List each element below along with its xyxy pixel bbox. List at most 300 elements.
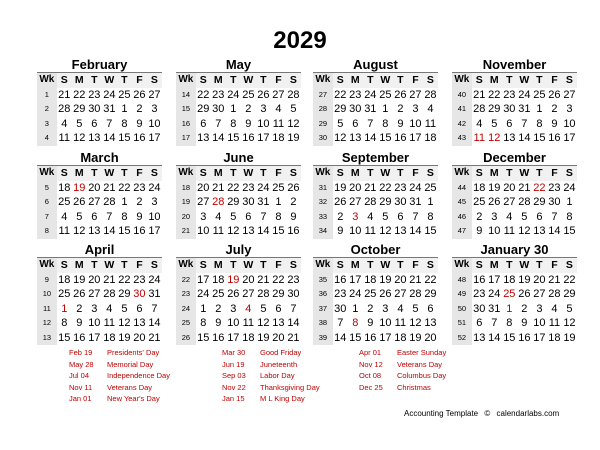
holiday-entry xyxy=(69,359,170,371)
day-cell: 17 xyxy=(227,331,240,344)
day-cell: 26 xyxy=(133,88,146,101)
day-cell: 19 xyxy=(488,181,501,194)
day-cell: 9 xyxy=(245,117,252,130)
week-number: 21 xyxy=(176,224,196,239)
weekday-header: M xyxy=(487,258,502,273)
day-cell: 26 xyxy=(73,288,86,300)
day-cell: 25 xyxy=(379,88,392,101)
holiday-day-cell: 1 xyxy=(61,302,68,315)
weekday-header: S xyxy=(286,166,301,181)
weekday-header: M xyxy=(348,73,363,88)
week-number: 4 xyxy=(37,131,57,146)
day-cell: 12 xyxy=(227,225,240,237)
week-number: 15 xyxy=(176,102,196,117)
day-cell: 5 xyxy=(382,210,389,223)
day-cell: 25 xyxy=(212,288,225,300)
holiday-date: Jan 15 xyxy=(222,394,245,404)
weekday-header: F xyxy=(132,73,147,88)
week-number: 6 xyxy=(37,195,57,210)
week-number: 47 xyxy=(452,224,472,239)
day-cell: 5 xyxy=(260,302,267,315)
week-row xyxy=(176,302,301,317)
holiday-day-cell: 12 xyxy=(488,132,501,144)
month-block xyxy=(452,150,577,239)
day-cell: 13 xyxy=(349,132,362,144)
holiday-name: Good Friday xyxy=(260,348,302,357)
month-block xyxy=(37,150,162,239)
day-cell: 16 xyxy=(133,225,146,237)
weekday-header: F xyxy=(547,258,562,273)
holiday-day-cell: 3 xyxy=(352,210,359,223)
week-row xyxy=(313,331,438,346)
day-cell: 8 xyxy=(121,117,128,130)
week-number: 50 xyxy=(452,302,472,317)
day-cell: 29 xyxy=(334,103,347,115)
week-number-header: Wk xyxy=(176,258,196,273)
day-cell: 28 xyxy=(287,88,300,101)
day-cell: 12 xyxy=(287,117,300,130)
day-cell: 11 xyxy=(212,225,224,237)
day-cell: 20 xyxy=(197,181,210,194)
day-cell: 30 xyxy=(349,103,362,115)
weekday-header: T xyxy=(87,73,102,88)
day-cell: 1 xyxy=(121,103,128,115)
weekday-header: F xyxy=(132,166,147,181)
day-cell: 4 xyxy=(551,302,558,315)
day-cell: 2 xyxy=(136,103,143,115)
day-cell: 11 xyxy=(364,225,377,237)
weekday-header: S xyxy=(286,258,301,273)
week-number: 9 xyxy=(37,273,57,288)
day-cell: 13 xyxy=(197,132,210,144)
day-cell: 14 xyxy=(364,132,377,144)
day-cell: 28 xyxy=(473,103,486,115)
day-cell: 20 xyxy=(272,331,285,344)
month-name: February xyxy=(37,57,162,73)
weekday-header: M xyxy=(348,258,363,273)
day-cell: 10 xyxy=(409,117,422,130)
day-cell: 31 xyxy=(518,103,531,115)
day-cell: 2 xyxy=(367,302,374,315)
weekday-header: T xyxy=(363,73,378,88)
day-cell: 30 xyxy=(287,288,300,300)
week-row xyxy=(37,181,162,196)
day-cell: 24 xyxy=(364,88,377,101)
week-row xyxy=(452,102,577,117)
month-name: August xyxy=(313,57,438,73)
holiday-entry xyxy=(222,347,320,359)
holiday-date: Jun 19 xyxy=(222,359,245,369)
day-cell: 12 xyxy=(257,317,270,329)
day-cell: 13 xyxy=(503,132,516,144)
day-cell: 22 xyxy=(118,273,131,286)
day-cell: 1 xyxy=(121,196,128,208)
week-number-header: Wk xyxy=(452,73,472,88)
day-cell: 5 xyxy=(230,210,237,223)
day-cell: 19 xyxy=(409,331,422,344)
week-row xyxy=(37,273,162,288)
day-cell: 20 xyxy=(88,181,101,194)
day-cell: 15 xyxy=(533,132,546,144)
weekday-header: S xyxy=(472,166,487,181)
week-number: 18 xyxy=(176,181,196,196)
day-cell: 3 xyxy=(412,103,419,115)
day-cell: 21 xyxy=(548,273,561,286)
weekday-header: M xyxy=(72,73,87,88)
day-cell: 31 xyxy=(364,103,377,115)
holiday-name: Independence Day xyxy=(107,371,170,381)
holiday-name: Easter Sunday xyxy=(397,348,447,357)
month-name: September xyxy=(313,150,438,166)
weekday-header: F xyxy=(271,166,286,181)
day-cell: 13 xyxy=(242,225,255,237)
month-block xyxy=(37,242,162,345)
day-cell: 16 xyxy=(73,331,86,344)
day-cell: 22 xyxy=(334,88,347,101)
day-cell: 6 xyxy=(427,302,434,315)
weekday-header: F xyxy=(408,258,423,273)
day-cell: 6 xyxy=(476,317,483,329)
holiday-name: M L King Day xyxy=(260,394,305,404)
weekday-header: F xyxy=(132,258,147,273)
day-cell: 2 xyxy=(551,103,558,115)
day-cell: 18 xyxy=(473,181,486,194)
week-row xyxy=(176,287,301,302)
day-cell: 29 xyxy=(379,196,392,208)
day-cell: 19 xyxy=(257,331,270,344)
weekday-header: S xyxy=(286,73,301,88)
day-cell: 16 xyxy=(548,132,561,144)
day-cell: 4 xyxy=(397,302,404,315)
day-cell: 6 xyxy=(536,210,543,223)
weekday-header-row xyxy=(452,258,577,273)
day-cell: 28 xyxy=(518,196,531,208)
day-cell: 27 xyxy=(503,196,516,208)
holiday-entry xyxy=(222,370,320,382)
day-cell: 8 xyxy=(427,210,434,223)
holiday-name: Thanksgiving Day xyxy=(260,382,320,392)
day-cell: 25 xyxy=(424,181,437,194)
holiday-day-cell: 1 xyxy=(506,302,513,315)
day-cell: 9 xyxy=(136,117,143,130)
day-cell: 10 xyxy=(88,317,101,329)
day-cell: 29 xyxy=(118,288,131,300)
day-cell: 4 xyxy=(106,302,113,315)
weekday-header: M xyxy=(487,73,502,88)
week-row xyxy=(313,302,438,317)
day-cell: 15 xyxy=(197,331,210,344)
day-cell: 24 xyxy=(518,88,531,101)
day-cell: 26 xyxy=(379,288,392,300)
day-cell: 25 xyxy=(58,288,71,300)
day-cell: 26 xyxy=(227,288,240,300)
weekday-header: S xyxy=(147,166,162,181)
weekday-header: M xyxy=(348,166,363,181)
week-number-header: Wk xyxy=(37,166,57,181)
day-cell: 21 xyxy=(58,88,71,101)
day-cell: 29 xyxy=(73,103,86,115)
weekday-header: W xyxy=(102,73,117,88)
day-cell: 29 xyxy=(563,288,576,300)
weekday-header: M xyxy=(72,166,87,181)
day-cell: 6 xyxy=(397,210,404,223)
day-cell: 12 xyxy=(409,317,422,329)
holiday-date: Oct 08 xyxy=(359,371,382,381)
week-number-header: Wk xyxy=(313,258,333,273)
weekday-header: T xyxy=(117,73,132,88)
day-cell: 30 xyxy=(394,196,407,208)
day-cell: 26 xyxy=(518,288,531,300)
week-number-header: Wk xyxy=(313,166,333,181)
day-cell: 24 xyxy=(227,88,240,101)
day-cell: 14 xyxy=(409,225,422,237)
day-cell: 22 xyxy=(73,88,86,101)
day-cell: 16 xyxy=(394,132,407,144)
day-cell: 2 xyxy=(245,103,252,115)
month-name: July xyxy=(176,242,301,258)
day-cell: 7 xyxy=(491,317,498,329)
weekday-header-row xyxy=(313,166,438,181)
day-cell: 22 xyxy=(227,181,240,194)
day-cell: 7 xyxy=(551,210,558,223)
day-cell: 19 xyxy=(563,331,576,344)
weekday-header: S xyxy=(472,73,487,88)
weekday-header: T xyxy=(117,258,132,273)
day-cell: 1 xyxy=(200,302,207,315)
day-cell: 25 xyxy=(473,196,486,208)
weekday-header: F xyxy=(271,73,286,88)
week-number: 30 xyxy=(313,131,333,146)
day-cell: 1 xyxy=(427,196,434,208)
holiday-column xyxy=(222,347,320,405)
day-cell: 1 xyxy=(230,103,237,115)
week-number: 33 xyxy=(313,210,333,225)
weekday-header: T xyxy=(87,258,102,273)
month-name: November xyxy=(452,57,577,73)
month-name: January 30 xyxy=(452,242,577,258)
day-cell: 5 xyxy=(76,117,83,130)
day-cell: 8 xyxy=(382,117,389,130)
month-name: December xyxy=(452,150,577,166)
day-cell: 5 xyxy=(337,117,344,130)
month-name: May xyxy=(176,57,301,73)
week-row xyxy=(452,181,577,196)
day-cell: 14 xyxy=(212,132,225,144)
day-cell: 19 xyxy=(518,273,531,286)
day-cell: 14 xyxy=(103,132,116,144)
day-cell: 7 xyxy=(106,117,113,130)
day-cell: 22 xyxy=(197,88,210,101)
day-cell: 4 xyxy=(476,117,483,130)
day-cell: 5 xyxy=(566,302,573,315)
day-cell: 22 xyxy=(488,88,501,101)
week-number: 20 xyxy=(176,210,196,225)
holiday-day-cell: 30 xyxy=(133,288,146,300)
holiday-column xyxy=(69,347,170,405)
day-cell: 11 xyxy=(103,317,116,329)
month-block xyxy=(452,242,577,345)
day-cell: 25 xyxy=(242,88,255,101)
weekday-header: W xyxy=(517,73,532,88)
day-cell: 10 xyxy=(148,210,161,223)
day-cell: 5 xyxy=(521,210,528,223)
day-cell: 27 xyxy=(409,88,422,101)
week-number: 37 xyxy=(313,302,333,317)
day-cell: 29 xyxy=(227,196,240,208)
day-cell: 31 xyxy=(103,103,116,115)
weekday-header: S xyxy=(333,73,348,88)
day-cell: 22 xyxy=(563,273,576,286)
day-cell: 27 xyxy=(88,288,101,300)
holiday-name: Veterans Day xyxy=(397,359,443,369)
day-cell: 18 xyxy=(424,132,437,144)
weekday-header: S xyxy=(57,258,72,273)
footer-site-link[interactable]: calendarlabs.com xyxy=(496,409,560,418)
day-cell: 6 xyxy=(91,210,98,223)
day-cell: 27 xyxy=(533,288,546,300)
day-cell: 21 xyxy=(518,181,531,194)
weekday-header: M xyxy=(211,73,226,88)
day-cell: 14 xyxy=(488,331,501,344)
week-number: 28 xyxy=(313,102,333,117)
day-cell: 17 xyxy=(488,273,501,286)
day-cell: 17 xyxy=(563,132,576,144)
day-cell: 28 xyxy=(58,103,71,115)
week-row xyxy=(37,117,162,132)
day-cell: 22 xyxy=(424,273,437,286)
day-cell: 28 xyxy=(548,288,561,300)
week-row xyxy=(176,316,301,331)
day-cell: 1 xyxy=(275,196,282,208)
weekday-header: S xyxy=(333,166,348,181)
holiday-entry xyxy=(359,370,446,382)
day-cell: 31 xyxy=(409,196,422,208)
week-row xyxy=(176,117,301,132)
day-cell: 24 xyxy=(257,181,270,194)
day-cell: 2 xyxy=(476,210,483,223)
week-number-header: Wk xyxy=(37,258,57,273)
holiday-name: Columbus Day xyxy=(397,371,447,381)
day-cell: 1 xyxy=(382,103,389,115)
day-cell: 24 xyxy=(488,288,501,300)
day-cell: 29 xyxy=(272,288,285,300)
day-cell: 2 xyxy=(290,196,297,208)
day-cell: 22 xyxy=(118,181,131,194)
day-cell: 9 xyxy=(367,317,374,329)
day-cell: 4 xyxy=(215,210,222,223)
day-cell: 15 xyxy=(227,132,240,144)
day-cell: 20 xyxy=(88,273,101,286)
day-cell: 4 xyxy=(61,117,68,130)
day-cell: 5 xyxy=(121,302,128,315)
week-row xyxy=(452,273,577,288)
day-cell: 27 xyxy=(563,88,576,101)
month-block xyxy=(452,57,577,146)
day-cell: 20 xyxy=(503,181,516,194)
week-number: 34 xyxy=(313,224,333,239)
copyright-symbol: © xyxy=(484,409,491,418)
day-cell: 22 xyxy=(379,181,392,194)
weekday-header: M xyxy=(211,258,226,273)
day-cell: 11 xyxy=(58,225,70,237)
day-cell: 9 xyxy=(215,317,222,329)
month-block xyxy=(176,57,301,146)
day-cell: 23 xyxy=(133,181,146,194)
day-cell: 20 xyxy=(242,273,255,286)
week-row xyxy=(176,102,301,117)
week-number: 1 xyxy=(37,88,57,103)
day-cell: 3 xyxy=(151,103,158,115)
day-cell: 27 xyxy=(349,196,362,208)
week-row xyxy=(37,102,162,117)
day-cell: 30 xyxy=(88,103,101,115)
day-cell: 19 xyxy=(379,273,392,286)
day-cell: 30 xyxy=(548,196,561,208)
holiday-entry xyxy=(69,382,170,394)
day-cell: 8 xyxy=(121,210,128,223)
day-cell: 10 xyxy=(379,317,392,329)
week-number: 5 xyxy=(37,181,57,196)
weekday-header: T xyxy=(256,258,271,273)
holiday-entry xyxy=(359,382,446,394)
holiday-date: Sep 03 xyxy=(222,371,246,381)
day-cell: 26 xyxy=(488,196,501,208)
day-cell: 12 xyxy=(563,317,576,329)
day-cell: 2 xyxy=(397,103,404,115)
day-cell: 9 xyxy=(337,225,344,237)
weekday-header: S xyxy=(562,73,577,88)
day-cell: 27 xyxy=(394,288,407,300)
month-block xyxy=(313,150,438,239)
weekday-header: M xyxy=(487,166,502,181)
weekday-header-row xyxy=(176,73,301,88)
day-cell: 31 xyxy=(257,196,270,208)
day-cell: 4 xyxy=(506,210,513,223)
day-cell: 20 xyxy=(349,181,362,194)
day-cell: 16 xyxy=(364,331,377,344)
day-cell: 7 xyxy=(290,302,297,315)
week-row xyxy=(37,88,162,103)
weekday-header: S xyxy=(333,258,348,273)
holiday-date: Nov 22 xyxy=(222,382,246,392)
day-cell: 11 xyxy=(272,117,285,130)
day-cell: 13 xyxy=(424,317,437,329)
weekday-header: W xyxy=(102,166,117,181)
day-cell: 11 xyxy=(58,132,70,144)
day-cell: 23 xyxy=(548,181,561,194)
week-row xyxy=(176,195,301,210)
weekday-header: S xyxy=(147,73,162,88)
holiday-date: Mar 30 xyxy=(222,348,246,357)
footer-template-name: Accounting Template xyxy=(404,409,479,418)
day-cell: 26 xyxy=(287,181,300,194)
day-cell: 2 xyxy=(337,210,344,223)
day-cell: 29 xyxy=(488,103,501,115)
week-row xyxy=(452,131,577,146)
weekday-header: S xyxy=(196,166,211,181)
day-cell: 21 xyxy=(257,273,270,286)
weekday-header: S xyxy=(423,73,438,88)
day-cell: 1 xyxy=(536,103,543,115)
day-cell: 17 xyxy=(197,273,210,286)
holiday-entry xyxy=(222,393,320,405)
month-block xyxy=(37,57,162,146)
weekday-header: T xyxy=(87,166,102,181)
day-cell: 12 xyxy=(73,225,86,237)
week-number-header: Wk xyxy=(176,166,196,181)
holiday-entry xyxy=(69,370,170,382)
week-row xyxy=(313,117,438,132)
